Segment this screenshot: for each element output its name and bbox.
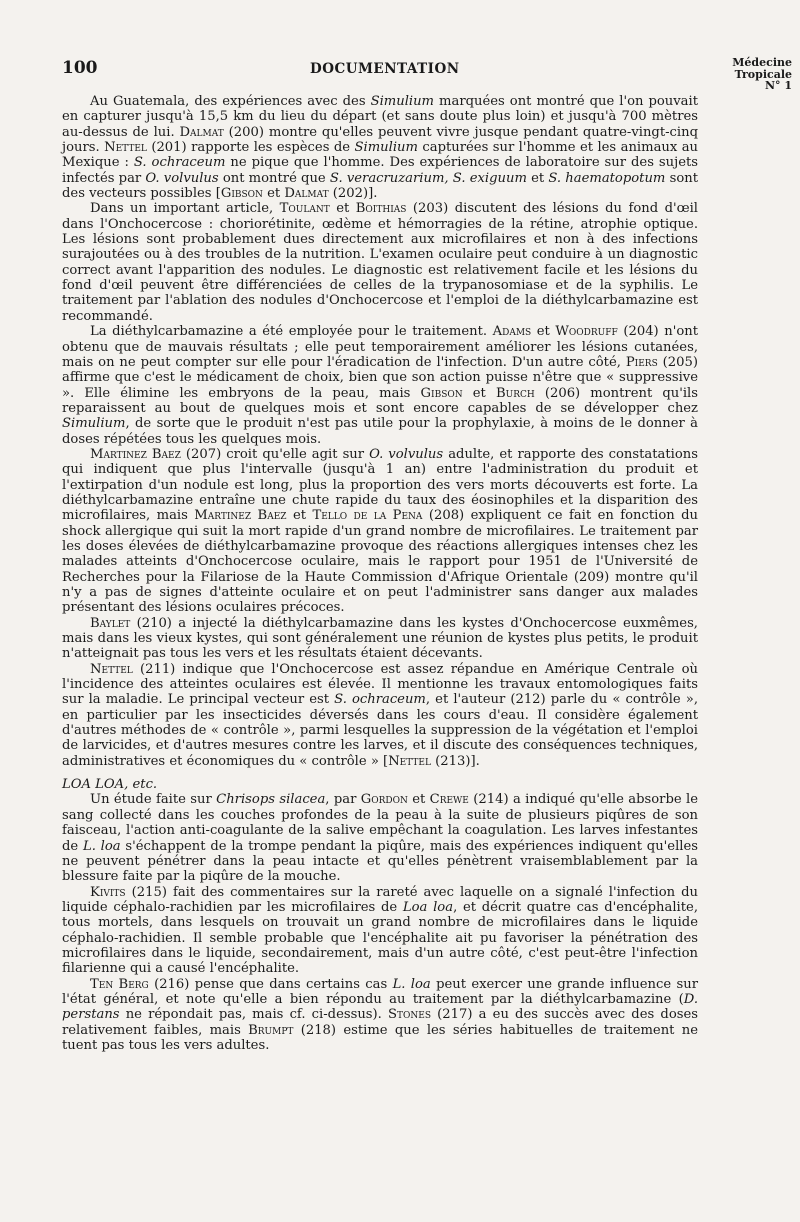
article-body — [62, 94, 698, 1053]
journal-tag-line-1: Médecine — [732, 56, 792, 69]
page-header — [0, 0, 800, 100]
paragraph-diethylcarbamazine: La diéthylcarbamazine a été employée pour le traitement. Adams et Woodruff (204) n'ont obtenu que de mauvais résultats ; elle peut temporairement améliorer les lésions cutanées, mais on ne peut compter sur elle pour l'éradication de l'infection. D'un autre côté, Piers (205) affirme que c'est le médicament de choix, bien que son action puisse n'être que « suppressive ». Elle élimine les embryons de la peau, mais Gibson et Burch (206) montrent qu'ils reparaissent au bout de quelques mois et sont encore capables de se développer chez Simulium, de sorte que le produit n'est pas utile pour la prophylaxie, à moins de le donner à doses répétées tous les quelques mois. — [62, 324, 698, 447]
journal-tag-line-2: Tropicale — [734, 67, 792, 81]
journal-tag-line-3: N° 1 — [764, 79, 792, 92]
paragraph-simulium-guatemala: Au Guatemala, des expériences avec des Simulium marquées ont montré que l'on pouvait en capturer jusqu'à 15,5 km du lieu du départ (et sans doute plus loin) et jusqu'à 700 mètres au-dessus de lui. Dalmat (200) montre qu'elles peuvent vivre jusque pendant quatre-vingt-cinq jours. Nettel (201) rapporte les espèces de Simulium capturées sur l'homme et les animaux au Mexique : S. ochraceum ne pique que l'homme. Des expériences de laboratoire sur des sujets infectés par O. volvulus ont montré que S. veracruzarium, S. exiguum et S. haematopotum sont des vecteurs possibles [Gibson et Dalmat (202)]. — [62, 94, 698, 202]
paragraph-ten-berg: Ten Berg (216) pense que dans certains cas L. loa peut exercer une grande influence sur l'état général, et note qu'elle a bien répondu au traitement par la diéthylcarbamazine (D. perstans ne répondait pas, mais cf. ci-dessus). Stones (217) a eu des succès avec des doses relativement faibles, mais Brumpt (218) estime que les séries habituelles de traitement ne tuent pas tous les vers adultes. — [62, 976, 698, 1053]
paragraph-kivits: Kivits (215) fait des commentaires sur la rareté avec laquelle on a signalé l'infection du liquide céphalo-rachidien par les microfilaires de Loa loa, et décrit quatre cas d'encéphalite, tous mortels, dans lesquels on trouvait un grand nombre de microfilaires dans le liquide céphalo-rachidien. Il semble probable que l'encéphalite ait pu favoriser la pénétration des microfilaires dans le liquide, secondairement, mais d'un autre côté, c'est peut-être l'infection filarienne qui a causé l'encéphalite. — [62, 884, 698, 977]
page-number: 100 — [62, 58, 98, 78]
paragraph-fundus-lesions: Dans un important article, Toulant et Boithias (203) discutent des lésions du fond d'œil dans l'Onchocercose : choriorétinite, œdème et hémorragies de la rétine, atrophie optique. Les lésions sont probablement dues directement aux microfilaires et non à des infections surajoutées ou à des troubles de la nutrition. L'examen oculaire peut conduire à un diagnostic correct avant l'apparition des nodules. Le diagnostic est relativement facile et les lésions du fond d'œil peuvent être différenciées de celles de la trypanosomiase et de la syphilis. Le traitement par l'ablation des nodules d'Onchocercose et l'emploi de la diéthylcarbamazine est recommandé. — [62, 201, 699, 324]
section-title: LOA LOA, etc. — [62, 777, 158, 793]
paragraph-chrisops: Un étude faite sur Chrisops silacea, par Gordon et Crewe (214) a indiqué qu'elle absorbe le sang collecté dans les couches profondes de la peau à la suite de plusieurs piqûres de son faisceau, l'action anti-coagulante de la salive empêchant la coagulation. Les larves infestantes de L. loa s'échappent de la trompe pendant la piqûre, mais des expériences indiquent qu'elles ne peuvent pénétrer dans la peau intacte et qu'elles pénètrent vraisemblablement par la blessure faite par la piqûre de la mouche. — [62, 792, 698, 885]
running-head: DOCUMENTATION — [310, 61, 460, 77]
paragraph-nettel: Nettel (211) indique que l'Onchocercose est assez répandue en Amérique Centrale où l'incidence des atteintes oculaires est élevée. Il mentionne les travaux entomologiques faits sur la maladie. Le principal vecteur est S. ochraceum, et l'auteur (212) parle du « contrôle », en particulier par les insecticides déversés dans les cours d'eau. Il considère également d'autres méthodes de « contrôle », parmi lesquelles la suppression de la végétation et l'emploi de larvicides, et d'autres mesures contre les larves, et il discute des conséquences techniques, administratives et économiques du « contrôle » [Nettel (213)]. — [62, 661, 698, 769]
paragraph-baylet: Baylet (210) a injecté la diéthylcarbamazine dans les kystes d'Onchocercose euxmêmes, mais dans les vieux kystes, qui sont généralement une réunion de kystes plus petits, le produit n'atteignait pas tous les vers et les résultats étaient décevants. — [62, 615, 698, 662]
journal-tag — [716, 57, 792, 92]
paragraph-martinez-baez: Martinez Baez (207) croit qu'elle agit sur O. volvulus adulte, et rapporte des constatations qui indiquent que plus l'intervalle (jusqu'à 1 an) entre l'administration du produit et l'extirpation d'un nodule est long, plus la proportion des vers morts découverts est forte. La diéthylcarbamazine entraîne une chute rapide du taux des éosinophiles et la disparition des microfilaires, mais Martinez Baez et Tello de la Pena (208) expliquent ce fait en fonction du shock allergique qui suit la mort rapide d'un grand nombre de microfilaires. Le traitement par les doses élevées de diéthylcarbamazine provoque des réactions allergiques intenses chez les malades atteints d'Onchocercose oculaire, mais le rapport pour 1951 de l'Université de Recherches pour la Filariose de la Haute Commission d'Afrique Orientale (209) montre qu'il n'y a pas de signes d'atteinte oculaire et on peut l'administrer sans danger aux malades présentant des lésions oculaires précoces. — [62, 446, 698, 616]
